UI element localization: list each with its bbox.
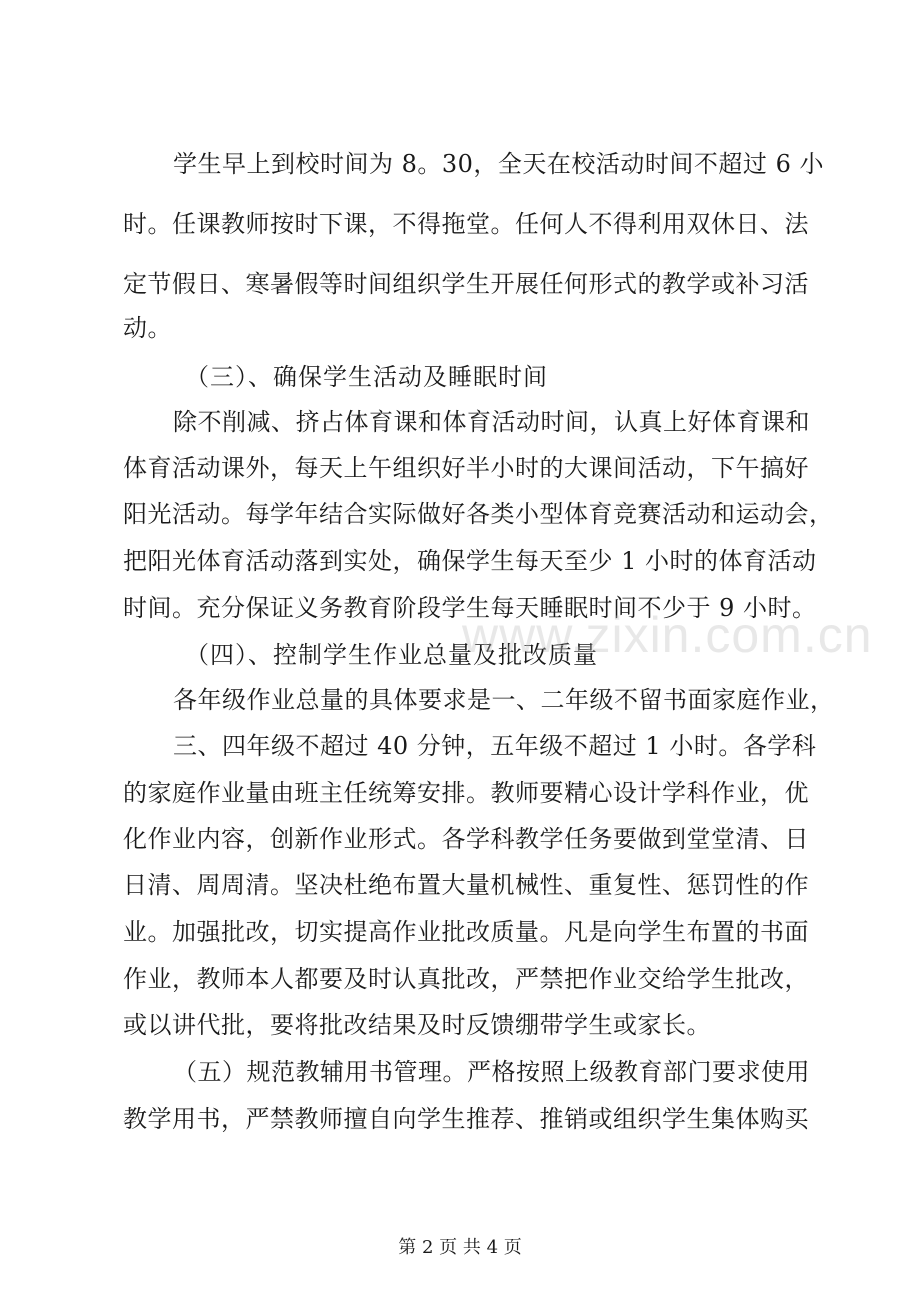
paragraph-3-line-1: 各年级作业总量的具体要求是一、二年级不留书面家庭作业，: [173, 686, 835, 714]
paragraph-4-line-1: （五）规范教辅用书管理。严格按照上级教育部门要求使用: [173, 1058, 810, 1086]
paragraph-4-line-2: 教学用书，严禁教师擅自向学生推荐、推销或组织学生集体购买: [123, 1105, 809, 1133]
paragraph-3-line-4: 化作业内容，创新作业形式。各学科教学任务要做到堂堂清、日: [123, 825, 809, 853]
paragraph-3-line-3: 的家庭作业量由班主任统筹安排。教师要精心设计学科作业，优: [123, 779, 809, 807]
paragraph-2-line-2: 体育活动课外，每天上午组织好半小时的大课间活动，下午搞好: [123, 454, 809, 482]
paragraph-3-line-6: 业。加强批改，切实提高作业批改质量。凡是向学生布置的书面: [123, 918, 809, 946]
paragraph-3-line-8: 或以讲代批，要将批改结果及时反馈绷带学生或家长。: [123, 1011, 711, 1039]
paragraph-2-line-5: 时间。充分保证义务教育阶段学生每天睡眠时间不少于 9 小时。: [123, 594, 817, 622]
paragraph-1-line-2: 时。任课教师按时下课，不得拖堂。任何人不得利用双休日、法: [123, 210, 809, 238]
paragraph-2-line-4: 把阳光体育活动落到实处，确保学生每天至少 1 小时的体育活动: [123, 547, 817, 575]
page-number-footer: 第 2 页 共 4 页: [398, 1237, 522, 1258]
paragraph-3-line-2: 三、四年级不超过 40 分钟，五年级不超过 1 小时。各学科: [173, 732, 817, 760]
paragraph-3-line-7: 作业，教师本人都要及时认真批改，严禁把作业交给学生批改，: [123, 965, 809, 993]
section-heading-3: （三）、确保学生活动及睡眠时间: [185, 363, 548, 391]
paragraph-3-line-5: 日清、周周清。坚决杜绝布置大量机械性、重复性、惩罚性的作: [123, 871, 809, 899]
paragraph-1-line-1: 学生早上到校时间为 8。30，全天在校活动时间不超过 6 小: [173, 150, 824, 178]
paragraph-2-line-1: 除不削减、挤占体育课和体育活动时间，认真上好体育课和: [173, 408, 810, 436]
section-heading-4: （四）、控制学生作业总量及批改质量: [185, 641, 598, 669]
watermark: www.zixin.com.cn: [462, 607, 873, 663]
paragraph-1-line-3: 定节假日、寒暑假等时间组织学生开展任何形式的教学或补习活: [123, 270, 809, 298]
paragraph-1-line-4: 动。: [123, 314, 172, 342]
paragraph-2-line-3: 阳光活动。每学年结合实际做好各类小型体育竞赛活动和运动会，: [123, 500, 834, 528]
